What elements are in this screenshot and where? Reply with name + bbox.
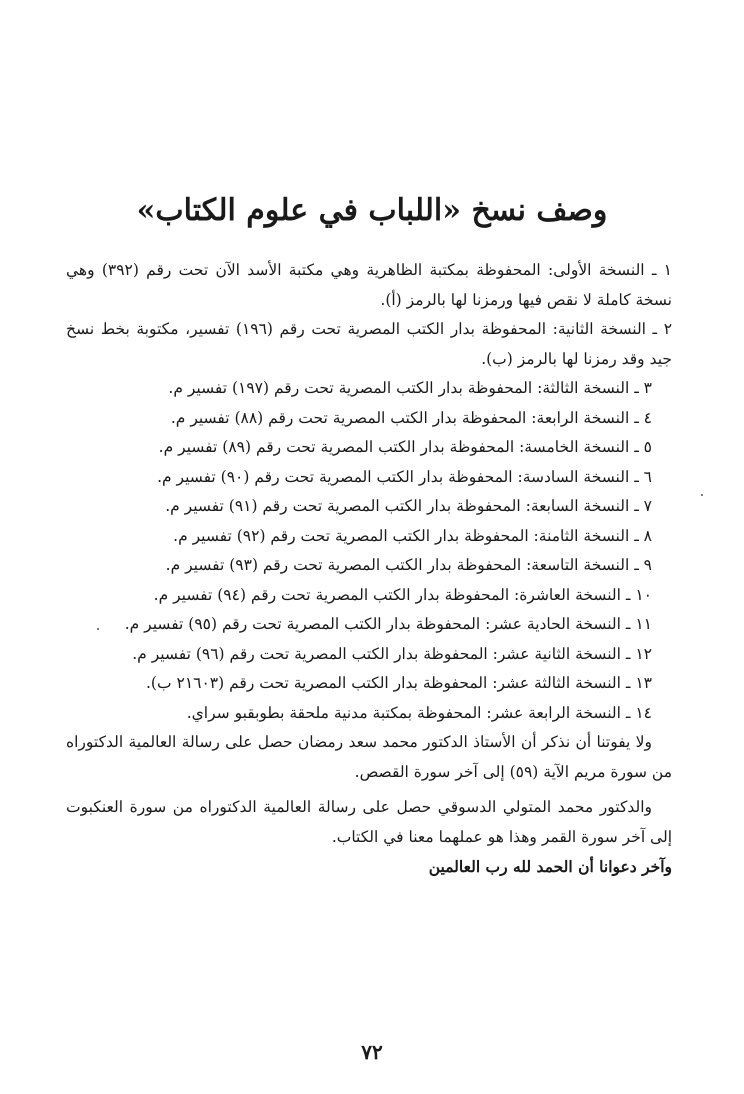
manuscript-entry-14: ١٤ ـ النسخة الرابعة عشر: المحفوظة بمكتبة مدنية ملحقة بطوبقبو سراي.: [186, 703, 652, 722]
manuscript-entry-6: ٦ ـ النسخة السادسة: المحفوظة بدار الكتب المصرية تحت رقم (٩٠) تفسير م.: [157, 467, 652, 486]
page-number: ٧٢: [361, 1040, 383, 1064]
manuscript-entry-3: ٣ ـ النسخة الثالثة: المحفوظة بدار الكتب المصرية تحت رقم (١٩٧) تفسير م.: [168, 379, 652, 397]
manuscript-entry-9: ٩ ـ النسخة التاسعة: المحفوظة بدار الكتب المصرية تحت رقم (٩٣) تفسير م.: [165, 556, 652, 574]
manuscript-entry-10: ١٠ ـ النسخة العاشرة: المحفوظة بدار الكتب المصرية تحت رقم (٩٤) تفسير م.: [153, 585, 652, 604]
scan-speck: [97, 628, 99, 630]
manuscript-entry-12: ١٢ ـ النسخة الثانية عشر: المحفوظة بدار الكتب المصرية تحت رقم (٩٦) تفسير م.: [132, 644, 652, 663]
manuscript-entry-4: ٤ ـ النسخة الرابعة: المحفوظة بدار الكتب المصرية تحت رقم (٨٨) تفسير م.: [170, 408, 652, 427]
manuscript-entry-1: ١ ـ النسخة الأولى: المحفوظة بمكتبة الظاهرية وهي مكتبة الأسد الآن تحت رقم (٣٩٢) وهي نسخة كاملة لا نقص فيها ورمزنا لها بالرمز (أ).: [66, 261, 672, 309]
manuscript-entry-5: ٥ ـ النسخة الخامسة: المحفوظة بدار الكتب المصرية تحت رقم (٨٩) تفسير م.: [158, 438, 652, 456]
page-title: وصف نسخ «اللباب في علوم الكتاب»: [136, 193, 608, 228]
scan-speck: [701, 494, 703, 496]
manuscript-entry-13: ١٣ ـ النسخة الثالثة عشر: المحفوظة بدار الكتب المصرية تحت رقم (٢١٦٠٣ ب).: [146, 674, 652, 692]
paragraph-note-1: ولا يفوتنا أن نذكر أن الأستاذ الدكتور محمد سعد رمضان حصل على رسالة العالمية الدكتوراه من سورة مريم الآية (٥٩) إلى آخر سورة القصص.: [66, 733, 672, 781]
paragraph-note-2: والدكتور محمد المتولي الدسوقي حصل على رسالة العالمية الدكتوراه من سورة العنكبوت إلى آخر سورة القمر وهذا هو عملهما معنا في الكتاب.: [66, 798, 672, 846]
manuscript-entry-11: ١١ ـ النسخة الحادية عشر: المحفوظة بدار الكتب المصرية تحت رقم (٩٥) تفسير م.: [124, 615, 652, 633]
manuscript-description-body: [66, 256, 672, 882]
manuscript-entry-2: ٢ ـ النسخة الثانية: المحفوظة بدار الكتب المصرية تحت رقم (١٩٦) تفسير، مكتوبة بخط نسخ جيد وقد رمزنا لها بالرمز (ب).: [66, 320, 673, 368]
manuscript-entry-8: ٨ ـ النسخة الثامنة: المحفوظة بدار الكتب المصرية تحت رقم (٩٢) تفسير م.: [173, 526, 652, 545]
closing-line: وآخر دعوانا أن الحمد لله رب العالمين: [428, 857, 672, 876]
manuscript-entry-7: ٧ ـ النسخة السابعة: المحفوظة بدار الكتب المصرية تحت رقم (٩١) تفسير م.: [165, 497, 652, 515]
